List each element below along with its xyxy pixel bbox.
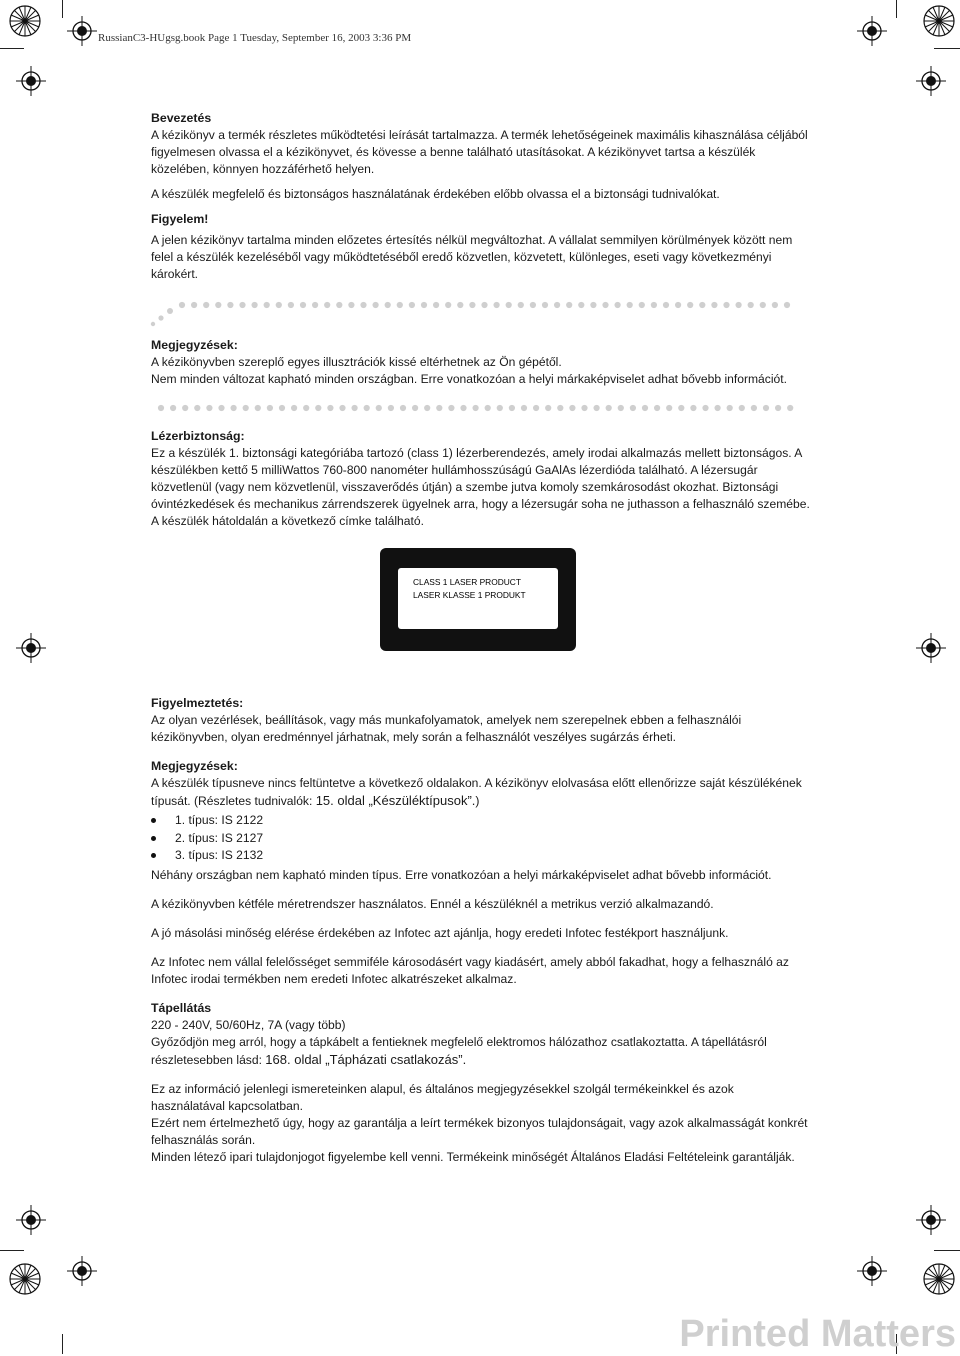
separator-dot xyxy=(206,405,212,411)
list-item: 3. típus: IS 2132 xyxy=(151,847,811,865)
separator-dot xyxy=(203,302,209,308)
separator-dot xyxy=(179,302,185,308)
separator-dot xyxy=(494,302,500,308)
separator-dot xyxy=(215,302,221,308)
separator-dot xyxy=(518,302,524,308)
printer-star-mark-top-right xyxy=(922,4,956,38)
separator-dot xyxy=(397,302,403,308)
separator-dot xyxy=(702,405,708,411)
separator-dot xyxy=(666,405,672,411)
separator-dot xyxy=(481,302,487,308)
separator-dot xyxy=(569,405,575,411)
separator-dot xyxy=(388,405,394,411)
trim-line-right-bottom-h xyxy=(934,1250,960,1251)
separator-dot xyxy=(279,405,285,411)
separator-dot xyxy=(239,302,245,308)
notes2-liability: Az Infotec nem vállal felelősséget semmiféle károsodásért vagy kiadásért, amely abból fakadhat, hogy a felhasználó az Infotec irodai termékben nem eredeti Infotec alkatrészeket alkalmaz. xyxy=(151,954,789,986)
trim-line-top-right-v xyxy=(896,0,897,18)
separator-dot xyxy=(751,405,757,411)
separator-dot xyxy=(630,405,636,411)
separator-dot xyxy=(364,405,370,411)
separator-dot xyxy=(775,405,781,411)
separator-dot xyxy=(639,302,645,308)
separator-dot xyxy=(654,405,660,411)
separator-dot xyxy=(772,302,778,308)
trim-line-left-bottom-h xyxy=(0,1250,24,1251)
separator-dot xyxy=(711,302,717,308)
book-file-info: RussianC3-HUgsg.book Page 1 Tuesday, September 16, 2003 3:36 PM xyxy=(98,32,412,44)
separator-dot xyxy=(602,302,608,308)
separator-dot xyxy=(723,302,729,308)
separator-dot xyxy=(170,405,176,411)
separator-dot xyxy=(748,302,754,308)
intro-paragraph: A kézikönyv a termék részletes működtetési leírását tartalmazza. A termék lehetőségeinek maximális kihasználása céljából figyelmesen olvassa el a kézikönyvet, és kövesse a benne található utasításokat. A kézikönyvet tartsa a készülék közelében, könnyen hozzáférhető helyen. xyxy=(151,128,808,176)
separator-dot xyxy=(376,405,382,411)
separator-dot xyxy=(291,405,297,411)
separator-dot xyxy=(760,302,766,308)
printer-star-mark-top-left xyxy=(8,4,42,38)
separator-dot xyxy=(457,302,463,308)
separator-dot xyxy=(739,405,745,411)
separator-dot xyxy=(469,302,475,308)
safety-read-first: A készülék megfelelő és biztonságos használatának érdekében előbb olvassa el a biztonsági tudnivalókat. xyxy=(151,187,720,201)
separator-dot xyxy=(678,405,684,411)
notes2-availability: Néhány országban nem kapható minden típus. Erre vonatkozóan a helyi márkaképviselet adhat bővebb információt. xyxy=(151,867,772,882)
separator-dot xyxy=(787,405,793,411)
separator-dot xyxy=(618,405,624,411)
separator-dot xyxy=(276,302,282,308)
separator-dot xyxy=(448,405,454,411)
separator-dot xyxy=(581,405,587,411)
separator-dot xyxy=(327,405,333,411)
separator-dot xyxy=(699,302,705,308)
separator-dot xyxy=(566,302,572,308)
notes1-line2: Nem minden változat kapható minden országban. Erre vonatkozóan a helyi márkaképviselet adhat bővebb információt. xyxy=(151,372,787,386)
separator-dot xyxy=(373,302,379,308)
separator-dot xyxy=(400,405,406,411)
separator-dot xyxy=(473,405,479,411)
separator-dot xyxy=(651,302,657,308)
laser-label-note: A készülék hátoldalán a következő címke található. xyxy=(151,514,424,528)
laser-class-label xyxy=(380,548,576,651)
separator-dot xyxy=(231,405,237,411)
separator-dot xyxy=(578,302,584,308)
separator-dot xyxy=(352,405,358,411)
separator-dot xyxy=(158,405,164,411)
separator-dot xyxy=(433,302,439,308)
trim-line-left-top-h xyxy=(0,48,24,49)
caution-heading: Figyelmeztetés: xyxy=(151,696,244,710)
separator-dot xyxy=(506,302,512,308)
separator-dot xyxy=(409,302,415,308)
separator-dot xyxy=(554,302,560,308)
separator-dot xyxy=(336,302,342,308)
registration-mark-left-lower xyxy=(16,1205,46,1235)
laser-heading: Lézerbiztonság: xyxy=(151,429,245,443)
separator-dot xyxy=(324,302,330,308)
closing-para2: Ezért nem értelmezhető úgy, hogy az garantálja a leírt termékek bizonyos tulajdonságait, vagy azok alkalmasságát konkrét felhasználás során. xyxy=(151,1115,808,1147)
separator-dot xyxy=(642,405,648,411)
separator-dot xyxy=(312,302,318,308)
separator-dot xyxy=(606,405,612,411)
separator-dot xyxy=(421,302,427,308)
separator-dot xyxy=(264,302,270,308)
laser-label-line1: CLASS 1 LASER PRODUCT xyxy=(413,577,521,587)
separator-dot xyxy=(267,405,273,411)
separator-dot xyxy=(485,405,491,411)
separator-dot xyxy=(530,302,536,308)
separator-dot xyxy=(315,405,321,411)
warning-text: A jelen kézikönyv tartalma minden előzetes értesítés nélkül megváltozhat. A vállalat semmilyen körülmények között nem felel a készülék kezeléséből vagy működtetéséből eredő közvetlen, közvetett, különleges, eseti vagy következményi károkért. xyxy=(151,233,793,281)
notes2-metric: A kézikönyvben kétféle méretrendszer használatos. Ennél a készüléknél a metrikus verzió alkalmazandó. xyxy=(151,896,714,911)
separator-dot xyxy=(339,405,345,411)
notes2-toner-quality: A jó másolási minőség elérése érdekében az Infotec azt ajánlja, hogy eredeti Infotec festékport használjunk. xyxy=(151,925,729,940)
trim-line-bottom-left-v xyxy=(62,1334,63,1354)
separator-dot xyxy=(533,405,539,411)
trim-line-top-left-v xyxy=(62,0,63,18)
intro-heading: Bevezetés xyxy=(151,111,212,125)
notes-heading-2: Megjegyzések: xyxy=(151,759,238,773)
separator-dot xyxy=(227,302,233,308)
notes2-type-text: A készülék típusneve nincs feltüntetve a következő oldalakon. A kézikönyv elolvasása előtt ellenőrizze saját készülékének típusát. (Részletes tudnivalók: 15. oldal „Készüléktípusok”.) xyxy=(151,776,802,808)
laser-label-line2: LASER KLASSE 1 PRODUKT xyxy=(413,590,526,600)
separator-dot xyxy=(627,302,633,308)
printed-matters-watermark: Printed Matters xyxy=(679,1313,956,1355)
ref-power-connection: 168. oldal „Tápházati csatlakozás”. xyxy=(265,1051,467,1067)
separator-dot xyxy=(460,405,466,411)
registration-mark-top-right xyxy=(857,16,887,46)
separator-dot xyxy=(763,405,769,411)
power-text: Győződjön meg arról, hogy a tápkábelt a fentieknek megfelelő elektromos hálózathoz csatlakoztatta. A tápellátásról részletesebben lásd: 168. oldal „Tápházati csatlakozás”. xyxy=(151,1034,767,1067)
separator-dot xyxy=(675,302,681,308)
separator-dot xyxy=(182,405,188,411)
separator-dot xyxy=(687,302,693,308)
warning-heading: Figyelem! xyxy=(151,212,209,226)
laser-text: Ez a készülék 1. biztonsági kategóriába tartozó (class 1) lézerberendezés, amely irodai alkalmazás mellett biztonságos. A készülékben kettő 5 milliWattos 760-800 nanométer hullámhosszúságú GaAlAs lézerdióda található. A lézersugár közvetlenül (vagy nem közvetlenül, visszaverődés útján) a szembe jutva komoly szemkárosodást okozhat. Biztonsági óvintézkedések és mechanikus zárrendszerek ügyelnek arra, hogy a lézersugár soha ne juthasson a felhasználó szemébe. xyxy=(151,446,810,511)
ref-device-types: 15. oldal „Készüléktípusok”. xyxy=(315,793,476,808)
separator-dot xyxy=(218,405,224,411)
device-type-list xyxy=(151,812,811,865)
separator-dot xyxy=(436,405,442,411)
dotted-separator-top xyxy=(149,297,809,327)
registration-mark-bottom-right xyxy=(857,1256,887,1286)
separator-dot xyxy=(542,302,548,308)
separator-dot xyxy=(255,405,261,411)
separator-dot xyxy=(509,405,515,411)
registration-mark-left-upper xyxy=(16,66,46,96)
separator-dot xyxy=(385,302,391,308)
separator-dot xyxy=(727,405,733,411)
separator-dot xyxy=(715,405,721,411)
separator-dot xyxy=(521,405,527,411)
printer-star-mark-bottom-left xyxy=(8,1262,42,1296)
separator-dot xyxy=(424,405,430,411)
separator-dot xyxy=(445,302,451,308)
list-item: 2. típus: IS 2127 xyxy=(151,830,811,848)
separator-dot xyxy=(784,302,790,308)
registration-mark-right-middle xyxy=(916,633,946,663)
page-content xyxy=(151,110,811,1166)
trim-line-right-top-h xyxy=(934,48,960,49)
separator-dot xyxy=(194,405,200,411)
caution-text: Az olyan vezérlések, beállítások, vagy más munkafolyamatok, amelyek nem szerepelnek ebben a felhasználói kézikönyvben, olyan eredménnyel járhatnak, mely során a felhasználót veszélyes sugárzás érheti. xyxy=(151,713,742,744)
separator-dot xyxy=(557,405,563,411)
separator-dot xyxy=(736,302,742,308)
registration-mark-bottom-left xyxy=(67,1256,97,1286)
separator-dot xyxy=(360,302,366,308)
laser-label-inner xyxy=(398,568,558,629)
separator-dot xyxy=(303,405,309,411)
registration-mark-right-upper xyxy=(916,66,946,96)
dotted-separator-bottom xyxy=(149,398,809,418)
power-heading: Tápellátás xyxy=(151,1000,212,1015)
notes-heading-1: Megjegyzések: xyxy=(151,338,238,352)
registration-mark-right-lower xyxy=(916,1205,946,1235)
separator-dot xyxy=(594,405,600,411)
separator-dot xyxy=(348,302,354,308)
closing-para1: Ez az információ jelenlegi ismereteinken alapul, és általános megjegyzésekkel szolgál termékeinkkel és azok használatával kapcsolatban. xyxy=(151,1081,734,1113)
separator-dot xyxy=(191,302,197,308)
separator-dot xyxy=(300,302,306,308)
registration-mark-top-left xyxy=(67,16,97,46)
separator-dot xyxy=(288,302,294,308)
separator-dot xyxy=(412,405,418,411)
power-spec: 220 - 240V, 50/60Hz, 7A (vagy több) xyxy=(151,1017,346,1032)
separator-dot xyxy=(663,302,669,308)
separator-dot xyxy=(252,302,258,308)
separator-dot xyxy=(497,405,503,411)
separator-dot xyxy=(243,405,249,411)
notes1-line1: A kézikönyvben szereplő egyes illusztrációk kissé eltérhetnek az Ön gépétől. xyxy=(151,355,562,369)
closing-para3: Minden létező ipari tulajdonjogot figyelembe kell venni. Termékeink minőségét Általános Eladási Feltételeink garantálják. xyxy=(151,1149,795,1164)
registration-mark-left-middle xyxy=(16,633,46,663)
printer-star-mark-bottom-right xyxy=(922,1262,956,1296)
separator-dot xyxy=(615,302,621,308)
separator-dot xyxy=(690,405,696,411)
separator-dot xyxy=(590,302,596,308)
separator-dot xyxy=(545,405,551,411)
list-item: 1. típus: IS 2122 xyxy=(151,812,811,830)
